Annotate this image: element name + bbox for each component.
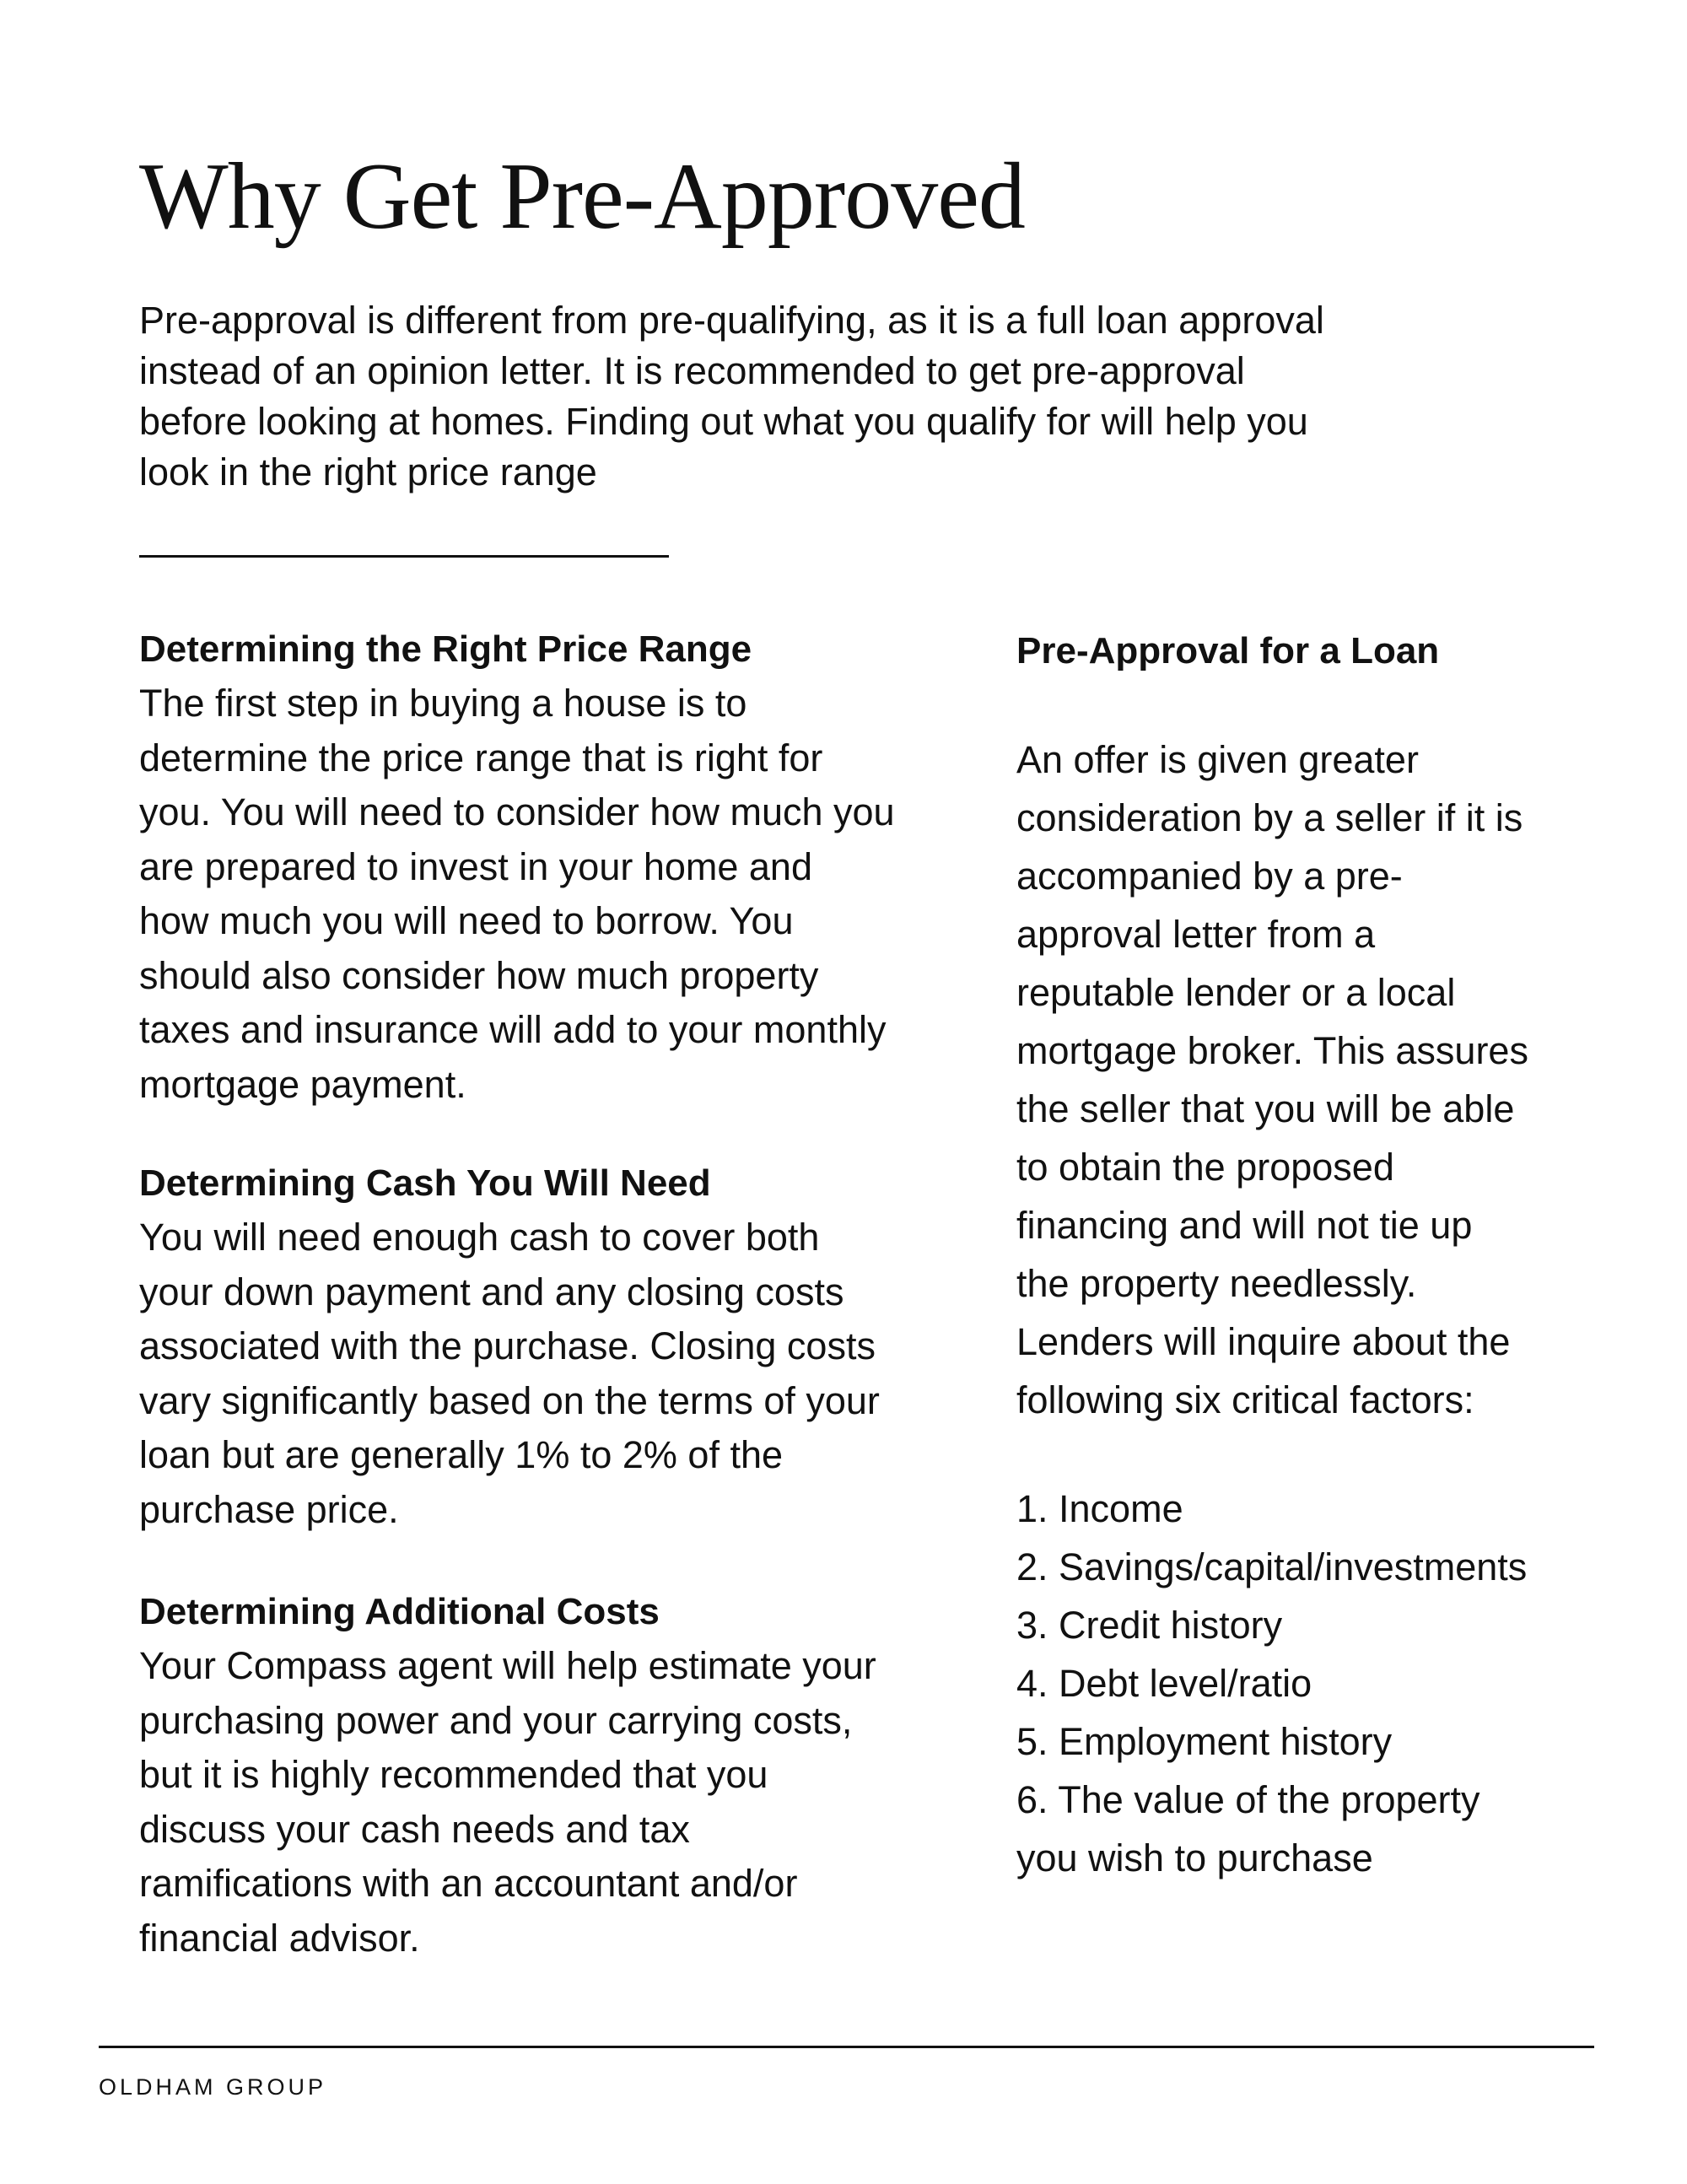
body-line: purchase price.	[139, 1487, 399, 1531]
body-line: ramifications with an accountant and/or	[139, 1862, 798, 1905]
body-line: taxes and insurance will add to your monthly	[139, 1008, 887, 1051]
body-line: The first step in buying a house is to	[139, 682, 747, 725]
section-heading: Determining Cash You Will Need	[139, 1162, 711, 1204]
body-line: mortgage broker. This assures	[1016, 1029, 1528, 1072]
body-line: reputable lender or a local	[1016, 971, 1456, 1014]
body-line: but it is highly recommended that you	[139, 1753, 768, 1796]
section-additional-costs	[139, 1585, 876, 1966]
intro-line: look in the right price range	[139, 450, 597, 493]
list-item: 3. Credit history	[1016, 1604, 1283, 1647]
body-line: accompanied by a pre-	[1016, 855, 1403, 898]
section-body	[139, 1639, 876, 1966]
list-item: 5. Employment history	[1016, 1720, 1393, 1763]
footer-divider	[99, 2046, 1594, 2048]
factors-list	[1016, 1480, 1657, 1887]
body-line: are prepared to invest in your home and	[139, 844, 812, 888]
section-heading: Pre-Approval for a Loan	[1016, 630, 1440, 671]
body-line: An offer is given greater	[1016, 738, 1419, 781]
body-line: mortgage payment.	[139, 1062, 466, 1106]
body-line: You will need enough cash to cover both	[139, 1216, 820, 1259]
intro-line: instead of an opinion letter. It is recommended to get pre-approval	[139, 349, 1245, 392]
section-heading: Determining the Right Price Range	[139, 628, 752, 670]
body-line: should also consider how much property	[139, 953, 819, 997]
list-item: 1. Income	[1016, 1487, 1183, 1530]
body-line: discuss your cash needs and tax	[139, 1807, 690, 1851]
list-item: 6. The value of the property	[1016, 1778, 1480, 1821]
right-column	[1016, 624, 1657, 1887]
body-line: loan but are generally 1% to 2% of the	[139, 1433, 784, 1476]
intro-line: before looking at homes. Finding out what you qualify for will help you	[139, 400, 1308, 443]
section-cash-needed	[139, 1157, 880, 1537]
preapproval-body	[1016, 731, 1657, 1429]
body-line: purchasing power and your carrying costs,	[139, 1698, 853, 1742]
body-line: approval letter from a	[1016, 913, 1376, 956]
section-body	[139, 677, 895, 1112]
section-heading: Determining Additional Costs	[139, 1591, 660, 1632]
body-line: Your Compass agent will help estimate your	[139, 1644, 876, 1687]
body-line: financing and will not tie up	[1016, 1204, 1473, 1247]
page-title: Why Get Pre-Approved	[139, 144, 1025, 249]
list-item: 2. Savings/capital/investments	[1016, 1545, 1528, 1588]
intro-paragraph	[139, 295, 1324, 498]
list-item: you wish to purchase	[1016, 1836, 1373, 1879]
footer-brand: OLDHAM GROUP	[99, 2074, 327, 2100]
body-line: Lenders will inquire about the	[1016, 1320, 1511, 1363]
body-line: the seller that you will be able	[1016, 1087, 1515, 1130]
body-line: the property needlessly.	[1016, 1262, 1417, 1305]
body-line: associated with the purchase. Closing costs	[139, 1324, 876, 1367]
intro-line: Pre-approval is different from pre-qualifying, as it is a full loan approval	[139, 299, 1324, 342]
body-line: consideration by a seller if it is	[1016, 796, 1523, 839]
section-body	[139, 1211, 880, 1537]
body-line: to obtain the proposed	[1016, 1146, 1394, 1189]
body-line: determine the price range that is right for	[139, 736, 823, 779]
body-line: vary significantly based on the terms of your	[139, 1378, 880, 1422]
title-divider	[139, 555, 669, 558]
body-line: your down payment and any closing costs	[139, 1270, 844, 1313]
body-line: you. You will need to consider how much you	[139, 790, 895, 833]
section-price-range	[139, 623, 895, 1112]
list-item: 4. Debt level/ratio	[1016, 1662, 1312, 1705]
body-line: financial advisor.	[139, 1916, 420, 1960]
body-line: how much you will need to borrow. You	[139, 899, 794, 942]
body-line: following six critical factors:	[1016, 1378, 1474, 1421]
